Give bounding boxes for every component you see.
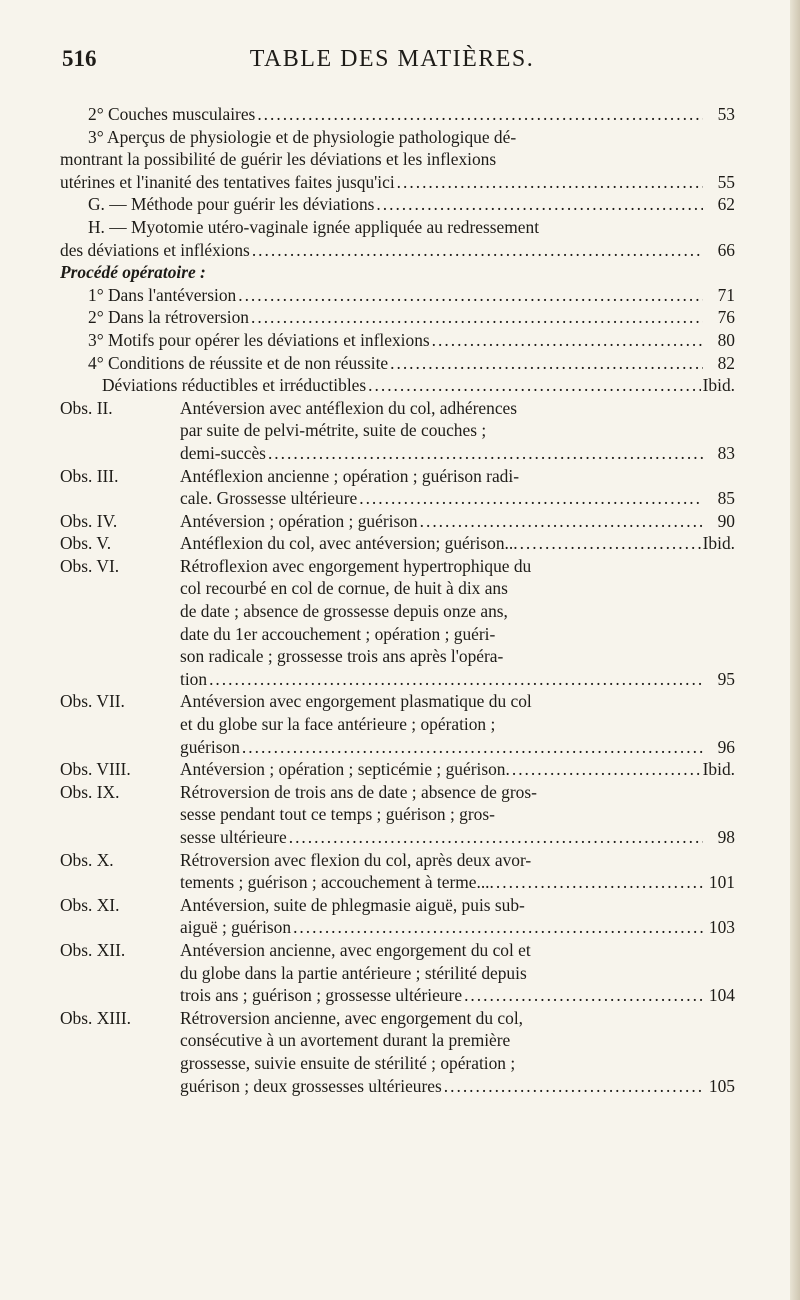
entry-text: des déviations et infléxions xyxy=(60,239,250,260)
observation-text xyxy=(180,532,735,555)
dot-leader xyxy=(289,826,703,849)
entry-line: Antéversion ancienne, avec engorgement du col et xyxy=(180,939,531,960)
toc-entry xyxy=(60,329,735,352)
entry-line xyxy=(60,329,735,352)
observation-label: Obs. II. xyxy=(60,397,113,418)
running-title: TABLE DES MATIÈRES. xyxy=(249,46,535,72)
entry-text: 3° Motifs pour opérer les déviations et inflexions xyxy=(88,329,430,350)
observation-text xyxy=(180,690,735,758)
toc-entry xyxy=(60,352,735,375)
entry-line xyxy=(60,374,735,397)
page-ref: 55 xyxy=(717,171,735,192)
page-ref: 80 xyxy=(717,329,735,350)
entry-line xyxy=(60,284,735,307)
page-ref: 83 xyxy=(717,442,735,463)
page-ref: 105 xyxy=(708,1075,735,1096)
dot-leader xyxy=(257,103,703,126)
observation-label: Obs. VI. xyxy=(60,555,120,576)
entry-line: du globe dans la partie antérieure ; stérilité depuis xyxy=(180,962,527,983)
observation-entry xyxy=(60,894,735,939)
observation-label: Obs. VIII. xyxy=(60,759,131,780)
entry-line: date du 1er accouchement ; opération ; guéri- xyxy=(180,623,496,644)
entry-text: trois ans ; guérison ; grossesse ultérieure xyxy=(180,985,463,1006)
page-ref: 95 xyxy=(717,668,735,689)
page-ref: 71 xyxy=(717,284,735,305)
entry-line xyxy=(180,871,735,894)
page-ref: 90 xyxy=(717,510,735,531)
entry-line: consécutive à un avortement durant la première xyxy=(180,1030,511,1051)
dot-leader xyxy=(444,1075,703,1098)
entry-line: sesse pendant tout ce temps ; guérison ; gros- xyxy=(180,804,495,825)
entry-text: aiguë ; guérison xyxy=(180,917,292,938)
page-ref: Ibid. xyxy=(702,533,735,554)
observation-entry xyxy=(60,510,735,533)
dot-leader xyxy=(368,374,700,397)
dot-leader xyxy=(512,758,701,781)
entry-line: par suite de pelvi-métrite, suite de couches ; xyxy=(180,420,487,441)
observation-text xyxy=(180,1007,735,1097)
page-ref: 101 xyxy=(708,872,735,893)
entry-line: 3° Aperçus de physiologie et de physiologie pathologique dé- xyxy=(88,126,517,147)
observation-entry xyxy=(60,1007,735,1097)
page-ref: Ibid. xyxy=(702,375,735,396)
page-ref: 98 xyxy=(717,827,735,847)
entry-text: Antéversion ; opération ; septicémie ; guérison. xyxy=(180,759,510,780)
page-edge xyxy=(790,0,800,1300)
entry-line xyxy=(180,736,735,759)
entry-text: guérison xyxy=(180,736,240,757)
entry-text: Antéflexion du col, avec antéversion; guérison... xyxy=(180,533,518,554)
entry-line xyxy=(180,510,735,533)
page-header xyxy=(62,46,722,86)
observation-entry xyxy=(60,849,735,894)
page-ref: 53 xyxy=(717,104,735,124)
dot-leader xyxy=(252,239,703,262)
dot-leader xyxy=(397,171,703,194)
page-number: 516 xyxy=(62,46,97,71)
entry-line: Rétroversion de trois ans de date ; absence de gros- xyxy=(180,781,537,802)
entry-line: et du globe sur la face antérieure ; opération ; xyxy=(180,714,496,735)
observation-entry xyxy=(60,465,735,510)
dot-leader xyxy=(293,916,703,939)
dot-leader xyxy=(238,284,703,307)
entry-text: Antéversion ; opération ; guérison xyxy=(180,510,418,531)
entry-line xyxy=(60,306,735,329)
observation-label: Obs. IX. xyxy=(60,781,120,802)
entry-line xyxy=(180,916,735,939)
toc-entry xyxy=(60,284,735,307)
observation-label: Obs. XI. xyxy=(60,894,120,915)
entry-line: col recourbé en col de cornue, de huit à dix ans xyxy=(180,578,508,599)
entry-line: Antéversion, suite de phlegmasie aiguë, puis sub- xyxy=(180,894,525,915)
entry-line xyxy=(180,758,735,781)
observation-label: Obs. III. xyxy=(60,465,119,486)
entry-line xyxy=(180,826,735,849)
toc-entry xyxy=(60,306,735,329)
dot-leader xyxy=(268,442,703,465)
entry-line: grossesse, suivie ensuite de stérilité ; opération ; xyxy=(180,1052,516,1073)
page-ref: 82 xyxy=(717,352,735,373)
observation-text xyxy=(180,758,735,781)
entry-line: Rétroversion avec flexion du col, après deux avor- xyxy=(180,849,532,870)
dot-leader xyxy=(209,668,703,691)
entry-text: sesse ultérieure xyxy=(180,827,287,847)
entry-line xyxy=(60,103,735,126)
entry-line xyxy=(60,239,735,262)
observation-text xyxy=(180,781,735,849)
dot-leader xyxy=(520,532,701,555)
entry-line: H. — Myotomie utéro-vaginale ignée appliquée au redressement xyxy=(88,216,540,237)
dot-leader xyxy=(432,329,703,352)
entry-text: guérison ; deux grossesses ultérieures xyxy=(180,1075,442,1096)
entry-line xyxy=(180,532,735,555)
dot-leader xyxy=(496,871,703,894)
observation-label: Obs. XII. xyxy=(60,939,126,960)
observation-label: Obs. X. xyxy=(60,849,114,870)
entry-text: 1° Dans l'antéversion xyxy=(88,284,237,305)
page-ref: 76 xyxy=(717,307,735,328)
toc-entry xyxy=(60,103,735,126)
toc-entry xyxy=(60,193,735,216)
entry-line xyxy=(180,442,735,465)
observation-text xyxy=(180,849,735,894)
page-ref: Ibid. xyxy=(702,759,735,780)
dot-leader xyxy=(242,736,703,759)
entry-line: Rétroversion ancienne, avec engorgement du col, xyxy=(180,1007,524,1028)
entry-line: son radicale ; grossesse trois ans après l'opéra- xyxy=(180,646,504,667)
observation-entry xyxy=(60,555,735,691)
entry-text: tion xyxy=(180,668,208,689)
entry-line xyxy=(180,1075,735,1098)
dot-leader xyxy=(464,984,703,1007)
page-ref: 66 xyxy=(717,239,735,260)
entry-text: 2° Couches musculaires xyxy=(88,104,256,124)
observation-text xyxy=(180,939,735,1007)
observation-text xyxy=(180,510,735,533)
page-ref: 104 xyxy=(708,985,735,1006)
entry-text: G. — Méthode pour guérir les déviations xyxy=(88,194,375,215)
page-ref: 103 xyxy=(708,917,735,938)
observation-label: Obs. IV. xyxy=(60,510,118,531)
observation-entry xyxy=(60,781,735,849)
page-ref: 96 xyxy=(717,736,735,757)
toc-entry xyxy=(60,126,735,194)
entry-text: 4° Conditions de réussite et de non réussite xyxy=(88,352,389,373)
dot-leader xyxy=(420,510,703,533)
observation-entry xyxy=(60,758,735,781)
dot-leader xyxy=(376,193,703,216)
entry-text: tements ; guérison ; accouchement à terme.... xyxy=(180,872,494,893)
observation-text xyxy=(180,555,735,691)
observation-text xyxy=(180,397,735,465)
observation-text xyxy=(180,894,735,939)
entry-line xyxy=(60,193,735,216)
entry-text: Déviations réductibles et irréductibles xyxy=(102,375,367,396)
entry-line: Antéversion avec engorgement plasmatique du col xyxy=(180,691,532,712)
entry-line: Rétroflexion avec engorgement hypertrophique du xyxy=(180,555,532,576)
entry-line xyxy=(180,984,735,1007)
entry-text: cale. Grossesse ultérieure xyxy=(180,488,358,509)
entry-line xyxy=(60,352,735,375)
dot-leader xyxy=(251,306,703,329)
page-ref: 62 xyxy=(717,194,735,215)
entry-line xyxy=(180,487,735,510)
page-ref: 85 xyxy=(717,488,735,509)
dot-leader xyxy=(390,352,703,375)
entry-line: Antéversion avec antéflexion du col, adhérences xyxy=(180,397,518,418)
table-of-contents xyxy=(60,103,735,1097)
observation-label: Obs. VII. xyxy=(60,691,125,712)
entry-line: Antéflexion ancienne ; opération ; guérison radi- xyxy=(180,465,519,486)
toc-entry xyxy=(60,374,735,397)
entry-line: de date ; absence de grossesse depuis onze ans, xyxy=(180,601,508,622)
section-heading: Procédé opératoire : xyxy=(60,262,206,283)
entry-text: 2° Dans la rétroversion xyxy=(88,307,250,328)
observation-entry xyxy=(60,939,735,1007)
entry-text: demi-succès xyxy=(180,442,266,463)
entry-text: utérines et l'inanité des tentatives faites jusqu'ici xyxy=(60,171,395,192)
observation-text xyxy=(180,465,735,510)
observation-entry xyxy=(60,397,735,465)
observation-label: Obs. V. xyxy=(60,533,112,554)
entry-line xyxy=(180,668,735,691)
entry-line xyxy=(60,171,735,194)
observation-entry xyxy=(60,690,735,758)
entry-line: montrant la possibilité de guérir les déviations et les inflexions xyxy=(60,149,497,170)
observation-label: Obs. XIII. xyxy=(60,1007,131,1028)
toc-entry xyxy=(60,216,735,261)
observation-entry xyxy=(60,532,735,555)
dot-leader xyxy=(359,487,703,510)
